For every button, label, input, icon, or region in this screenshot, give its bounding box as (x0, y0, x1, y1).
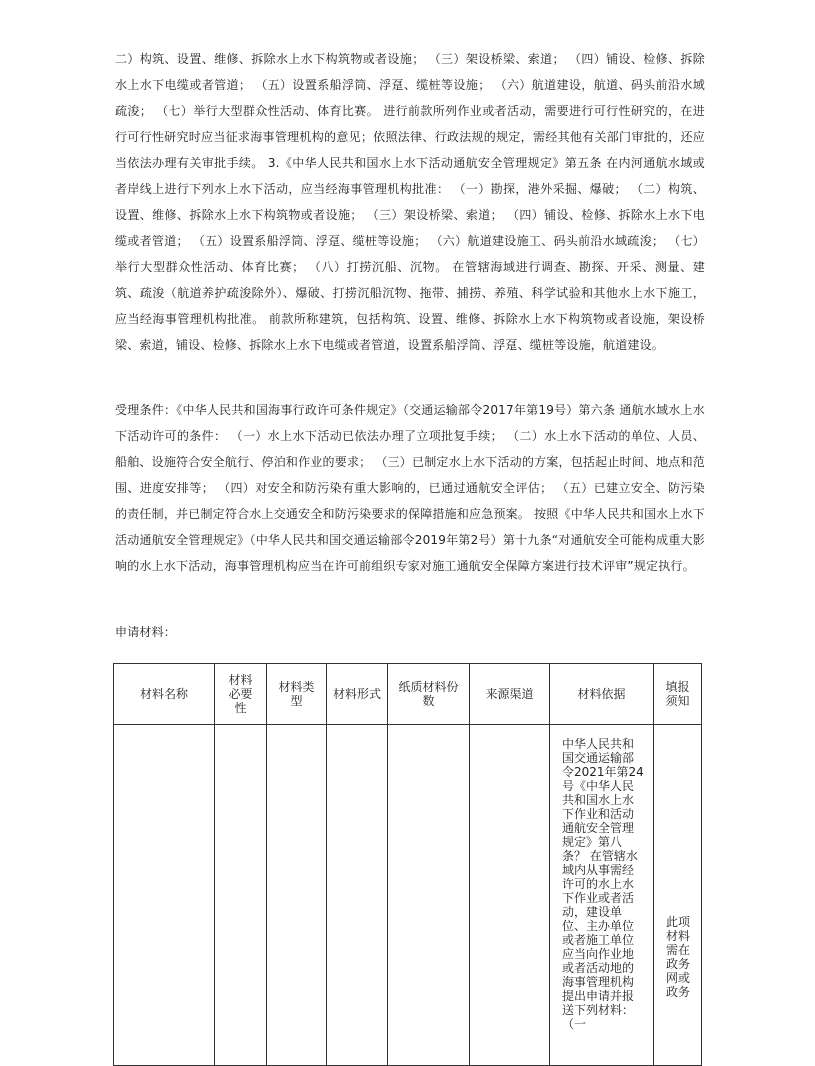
application-materials-heading: 申请材料： (115, 625, 177, 639)
header-paper-count: 纸质材料份数 (388, 664, 470, 725)
cell-paper-count (388, 725, 470, 1066)
header-material-basis: 材料依据 (550, 664, 654, 725)
header-filling-notice: 填报须知 (654, 664, 702, 725)
header-material-necessity: 材料必要性 (215, 664, 267, 725)
cell-filling-notice: 此项材料需在政务网或政务 (654, 725, 702, 1066)
acceptance-conditions-paragraph: 受理条件：《中华人民共和国海事行政许可条件规定》（交通运输部令2017年第19号）第六条 通航水域水上水下活动许可的条件： （一）水上水下活动已依法办理了立项批复手续； （二）水上水下活动的单位、人员、船舶、设施符合安全航行、停泊和作业的要求； （三）已制定水上水下活动的方案，包括起止时间、地点和范围、进度安排等； （四）对安全和防污染有重大影响的，已通过通航安全评估； （五）已建立安全、防污染的责任制，并已制定符合水上交通安全和防污染要求的保障措施和应急预案。 按照《中华人民共和国水上水下活动通航安全管理规定》（中华人民共和国交通运输部令2019年第2号）第十九条“对通航安全可能构成重大影响的水上水下活动，海事管理机构应当在许可前组织专家对施工通航安全保障方案进行技术评审”规定执行。 (115, 403, 705, 573)
header-material-name: 材料名称 (114, 664, 215, 725)
materials-table (113, 663, 702, 1066)
table-header-row (114, 664, 702, 725)
cell-source-channel (470, 725, 550, 1066)
header-material-form: 材料形式 (327, 664, 388, 725)
cell-material-form (327, 725, 388, 1066)
cell-material-name (114, 725, 215, 1066)
cell-material-basis: 中华人民共和国交通运输部令2021年第24号《中华人民共和国水上水下作业和活动通航安全管理规定》第八条？ 在管辖水域内从事需经许可的水上水下作业或者活动，建设单位、主办单位或者施工单位应当向作业地或者活动地的海事管理机构提出申请并报送下列材料：（一 (550, 725, 654, 1066)
table-row (114, 725, 702, 1066)
cell-material-type (267, 725, 327, 1066)
cell-material-necessity (215, 725, 267, 1066)
regulation-text-paragraph: 二）构筑、设置、维修、拆除水上水下构筑物或者设施； （三）架设桥梁、索道； （四）铺设、检修、拆除水上水下电缆或者管道； （五）设置系船浮筒、浮趸、缆桩等设施； （六）航道建设，航道、码头前沿水域疏浚； （七）举行大型群众性活动、体育比赛。 进行前款所列作业或者活动，需要进行可行性研究的，在进行可行性研究时应当征求海事管理机构的意见；依照法律、行政法规的规定，需经其他有关部门审批的，还应当依法办理有关审批手续。 3.《中华人民共和国水上水下活动通航安全管理规定》第五条 在内河通航水域或者岸线上进行下列水上水下活动，应当经海事管理机构批准： （一）勘探，港外采掘、爆破； （二）构筑、设置、维修、拆除水上水下构筑物或者设施； （三）架设桥梁、索道； （四）铺设、检修、拆除水上水下电缆或者管道； （五）设置系船浮筒、浮趸、缆桩等设施； （六）航道建设施工、码头前沿水域疏浚； （七）举行大型群众性活动、体育比赛； （八）打捞沉船、沉物。 在管辖海域进行调查、勘探、开采、测量、建筑、疏浚（航道养护疏浚除外）、爆破、打捞沉船沉物、拖带、捕捞、养殖、科学试验和其他水上水下施工，应当经海事管理机构批准。 前款所称建筑，包括构筑、设置、维修、拆除水上水下构筑物或者设施，架设桥梁、索道，铺设、检修、拆除水上水下电缆或者管道，设置系船浮筒、浮趸、缆桩等设施，航道建设。 (115, 52, 705, 352)
header-material-type: 材料类型 (267, 664, 327, 725)
header-source-channel: 来源渠道 (470, 664, 550, 725)
